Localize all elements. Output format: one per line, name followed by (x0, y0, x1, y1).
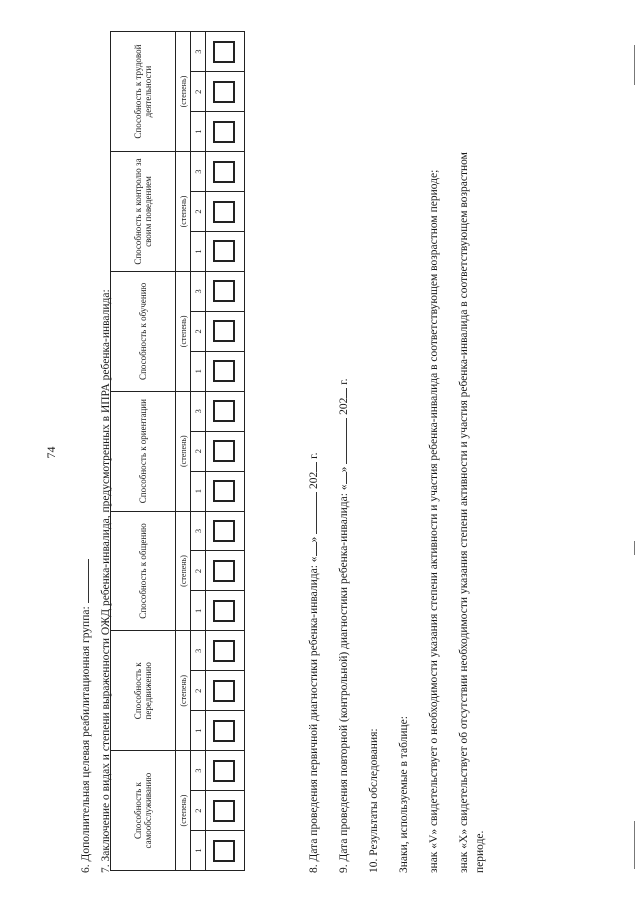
level-number: 2 (191, 431, 206, 471)
table-checkbox-row (206, 32, 245, 871)
level-checkbox[interactable] (213, 640, 235, 662)
level-number: 1 (191, 232, 206, 272)
item-6 (80, 559, 92, 873)
level-cell (206, 391, 245, 431)
sign-x-text-line1: знак «X» свидетельствует об отсутствии необходимости указания степени активности и участия ребенка-инвалида в соответствующем возрастном (458, 152, 470, 873)
level-number: 2 (191, 192, 206, 232)
level-checkbox[interactable] (213, 121, 235, 143)
level-checkbox[interactable] (213, 161, 235, 183)
level-cell (206, 192, 245, 232)
level-checkbox[interactable] (213, 680, 235, 702)
signs-intro: Знаки, используемые в таблице: (398, 716, 410, 873)
level-cell (206, 351, 245, 391)
item-8 (308, 453, 320, 873)
degree-label: (степень) (176, 32, 191, 152)
level-cell (206, 271, 245, 311)
level-cell (206, 711, 245, 751)
level-number: 2 (191, 671, 206, 711)
level-cell (206, 471, 245, 511)
level-checkbox[interactable] (213, 280, 235, 302)
column-header: Способность к общению (111, 511, 176, 631)
level-number: 3 (191, 152, 206, 192)
table-levels-row (191, 32, 206, 871)
level-number: 3 (191, 391, 206, 431)
level-number: 2 (191, 791, 206, 831)
level-number: 2 (191, 551, 206, 591)
item-9-suffix: г. (338, 378, 350, 388)
level-cell (206, 591, 245, 631)
degree-label: (степень) (176, 631, 191, 751)
level-cell (206, 152, 245, 192)
group-blank[interactable] (88, 559, 89, 603)
item-9-label: 9. Дата проведения повторной (контрольной) диагностики ребенка-инвалида: « (338, 484, 350, 873)
level-checkbox[interactable] (213, 81, 235, 103)
level-cell (206, 751, 245, 791)
item-9-year-blank[interactable] (346, 388, 347, 398)
item-9-quote: » (338, 466, 350, 473)
scan-edge-mark (634, 541, 636, 555)
level-checkbox[interactable] (213, 320, 235, 342)
item-9-year: 202 (338, 397, 350, 415)
level-checkbox[interactable] (213, 720, 235, 742)
level-checkbox[interactable] (213, 560, 235, 582)
level-cell (206, 311, 245, 351)
degree-label: (степень) (176, 751, 191, 871)
item-9-month-blank[interactable] (346, 418, 347, 464)
level-cell (206, 112, 245, 152)
scan-edge-mark (634, 821, 636, 869)
level-checkbox[interactable] (213, 201, 235, 223)
degree-label: (степень) (176, 152, 191, 272)
column-header: Способность к самообслуживанию (111, 751, 176, 871)
level-cell (206, 791, 245, 831)
item-7-label: 7. Заключение о видах и степени выраженности ОЖД ребенка-инвалида, предусмотренных в ИПРА ребенка-инвалида: (100, 289, 112, 873)
item-8-year-blank[interactable] (316, 462, 317, 472)
item-8-label: 8. Дата проведения первичной диагностики ребенка-инвалида: « (308, 556, 320, 873)
level-cell (206, 671, 245, 711)
item-9-day-blank[interactable] (346, 472, 347, 484)
level-cell (206, 831, 245, 871)
level-cell (206, 511, 245, 551)
level-number: 1 (191, 711, 206, 751)
page-number: 74 (44, 446, 58, 459)
degree-label: (степень) (176, 391, 191, 511)
level-number: 3 (191, 32, 206, 72)
item-10-label: 10. Результаты обследования: (368, 728, 380, 873)
item-8-quote: » (308, 536, 320, 543)
level-number: 3 (191, 751, 206, 791)
column-header: Способность к ориентации (111, 391, 176, 511)
item-6-label: 6. Дополнительная целевая реабилитационная группа: (80, 606, 92, 873)
column-header: Способность к контролю за своим поведением (111, 152, 176, 272)
level-number: 3 (191, 271, 206, 311)
table-header-row (111, 32, 176, 871)
level-cell (206, 72, 245, 112)
level-number: 1 (191, 351, 206, 391)
degree-label: (степень) (176, 511, 191, 631)
level-checkbox[interactable] (213, 41, 235, 63)
degree-label: (степень) (176, 271, 191, 391)
item-8-month-blank[interactable] (316, 492, 317, 534)
column-header: Способность к передвижению (111, 631, 176, 751)
level-number: 1 (191, 831, 206, 871)
level-checkbox[interactable] (213, 760, 235, 782)
level-number: 2 (191, 311, 206, 351)
level-number: 1 (191, 591, 206, 631)
level-checkbox[interactable] (213, 600, 235, 622)
level-checkbox[interactable] (213, 440, 235, 462)
level-cell (206, 631, 245, 671)
level-number: 2 (191, 72, 206, 112)
ojd-table (110, 31, 245, 871)
item-8-year: 202 (308, 471, 320, 489)
level-cell (206, 431, 245, 471)
level-checkbox[interactable] (213, 520, 235, 542)
table-degree-row (176, 32, 191, 871)
sign-v-text: знак «V» свидетельствует о необходимости указания степени активности и участия ребенка-инвалида в соответствующем возрастном периоде; (428, 169, 440, 873)
column-header: Способность к трудовой деятельности (111, 32, 176, 152)
level-cell (206, 32, 245, 72)
level-number: 1 (191, 471, 206, 511)
level-checkbox[interactable] (213, 840, 235, 862)
level-checkbox[interactable] (213, 480, 235, 502)
item-9 (338, 378, 350, 873)
level-checkbox[interactable] (213, 360, 235, 382)
level-checkbox[interactable] (213, 240, 235, 262)
level-cell (206, 551, 245, 591)
column-header: Способность к обучению (111, 271, 176, 391)
scan-edge-mark (634, 45, 636, 85)
item-8-suffix: г. (308, 452, 320, 462)
level-cell (206, 232, 245, 272)
level-checkbox[interactable] (213, 800, 235, 822)
level-checkbox[interactable] (213, 400, 235, 422)
sign-x-text-line2: периоде. (474, 830, 486, 873)
level-number: 3 (191, 631, 206, 671)
level-number: 3 (191, 511, 206, 551)
level-number: 1 (191, 112, 206, 152)
item-8-day-blank[interactable] (316, 542, 317, 556)
